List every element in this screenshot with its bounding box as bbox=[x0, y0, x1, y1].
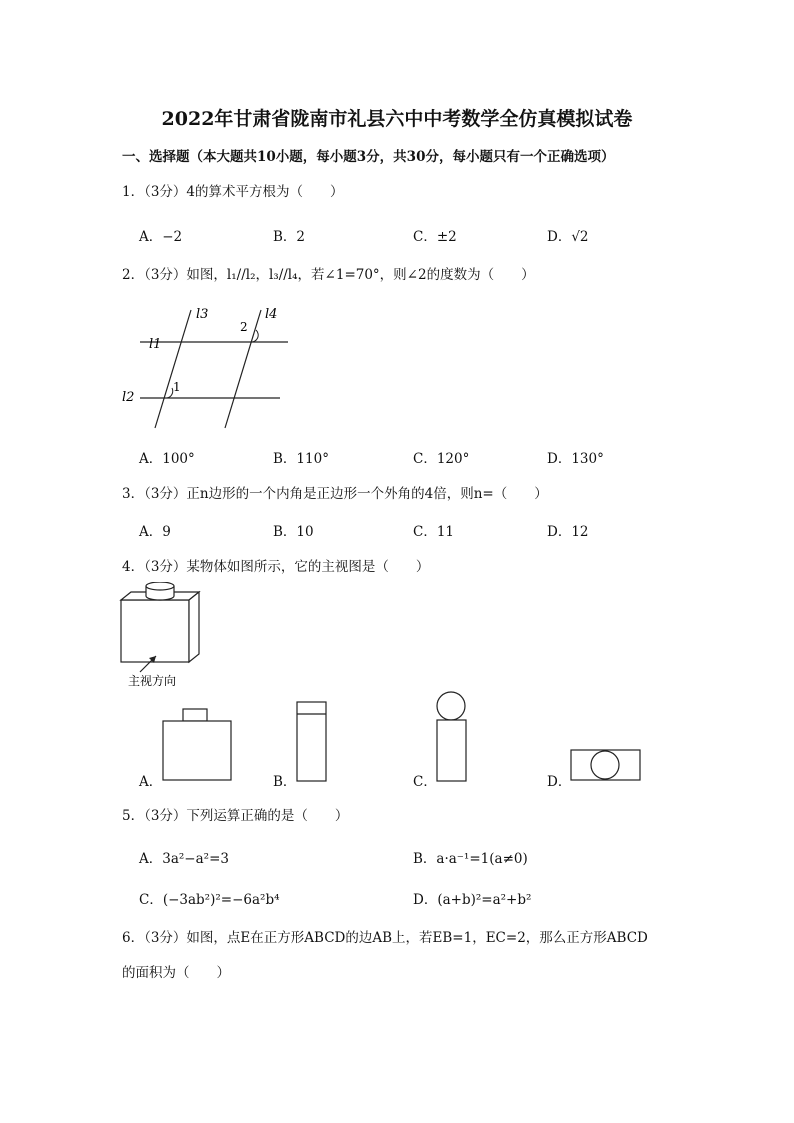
q2-option-b[interactable]: B．110° bbox=[273, 451, 329, 467]
label-angle-2: 2 bbox=[240, 320, 248, 334]
q1-option-a[interactable]: A．−2 bbox=[139, 229, 183, 245]
q3-option-c[interactable]: C．11 bbox=[413, 524, 455, 540]
q3-option-d[interactable]: D．12 bbox=[547, 524, 589, 540]
q2-option-a[interactable]: A．100° bbox=[139, 451, 195, 467]
question-4-stem: 4．（3分）某物体如图所示，它的主视图是（ ） bbox=[122, 559, 430, 575]
q1-option-d[interactable]: D．√2 bbox=[547, 229, 589, 245]
q2-option-d[interactable]: D．130° bbox=[547, 451, 604, 467]
cylinder-top bbox=[146, 582, 174, 590]
object-3d-figure bbox=[118, 582, 208, 690]
q3-option-b[interactable]: B．10 bbox=[273, 524, 314, 540]
question-5-stem: 5．（3分）下列运算正确的是（ ） bbox=[122, 808, 349, 824]
q5-option-a[interactable]: A．3a²−a²=3 bbox=[139, 851, 229, 867]
q4-option-a-figure[interactable] bbox=[160, 707, 235, 783]
q4-option-c[interactable]: C． bbox=[413, 774, 437, 790]
q4-option-d-figure[interactable] bbox=[569, 748, 643, 783]
q5-option-c[interactable]: C．(−3ab²)²=−6a²b⁴ bbox=[139, 892, 280, 908]
q4-option-a[interactable]: A． bbox=[139, 774, 163, 790]
label-l2: l2 bbox=[122, 390, 135, 405]
box-side bbox=[189, 592, 199, 662]
q1-option-c[interactable]: C．±2 bbox=[413, 229, 457, 245]
question-2-stem: 2．（3分）如图，l₁//l₂，l₃//l₄，若∠1=70°，则∠2的度数为（ ） bbox=[122, 267, 535, 283]
question-6-stem-line-2: 的面积为（ ） bbox=[122, 965, 230, 981]
box-front bbox=[121, 600, 189, 662]
label-l4: l4 bbox=[265, 307, 278, 322]
q5-option-b[interactable]: B．a·a⁻¹=1(a≠0) bbox=[413, 851, 528, 867]
view-direction-label: 主视方向 bbox=[128, 674, 177, 688]
label-l3: l3 bbox=[196, 307, 209, 322]
label-angle-1: 1 bbox=[173, 380, 181, 394]
q4-option-b[interactable]: B． bbox=[273, 774, 297, 790]
label-l1: l1 bbox=[149, 337, 162, 352]
question-6-stem-line-1: 6．（3分）如图，点E在正方形ABCD的边AB上，若EB=1，EC=2，那么正方形ABCD bbox=[122, 930, 648, 946]
q4-option-b-figure[interactable] bbox=[295, 700, 330, 784]
q4-option-c-figure[interactable] bbox=[434, 690, 470, 784]
q5-option-d[interactable]: D．(a+b)²=a²+b² bbox=[413, 892, 532, 908]
q3-option-a[interactable]: A．9 bbox=[139, 524, 171, 540]
page-title: 2022年甘肃省陇南市礼县六中中考数学全仿真模拟试卷 bbox=[161, 108, 633, 130]
line-l3 bbox=[155, 310, 191, 428]
angle-1-arc bbox=[167, 388, 173, 398]
question-3-stem: 3．（3分）正n边形的一个内角是正边形一个外角的4倍，则n=（ ） bbox=[122, 486, 548, 502]
q1-option-b[interactable]: B．2 bbox=[273, 229, 306, 245]
section-heading: 一、选择题（本大题共10小题，每小题3分，共30分，每小题只有一个正确选项） bbox=[122, 149, 615, 165]
q4-option-d[interactable]: D． bbox=[547, 774, 572, 790]
q2-option-c[interactable]: C．120° bbox=[413, 451, 470, 467]
question-1-stem: 1．（3分）4的算术平方根为（ ） bbox=[122, 184, 344, 200]
parallel-lines-figure bbox=[118, 300, 298, 430]
